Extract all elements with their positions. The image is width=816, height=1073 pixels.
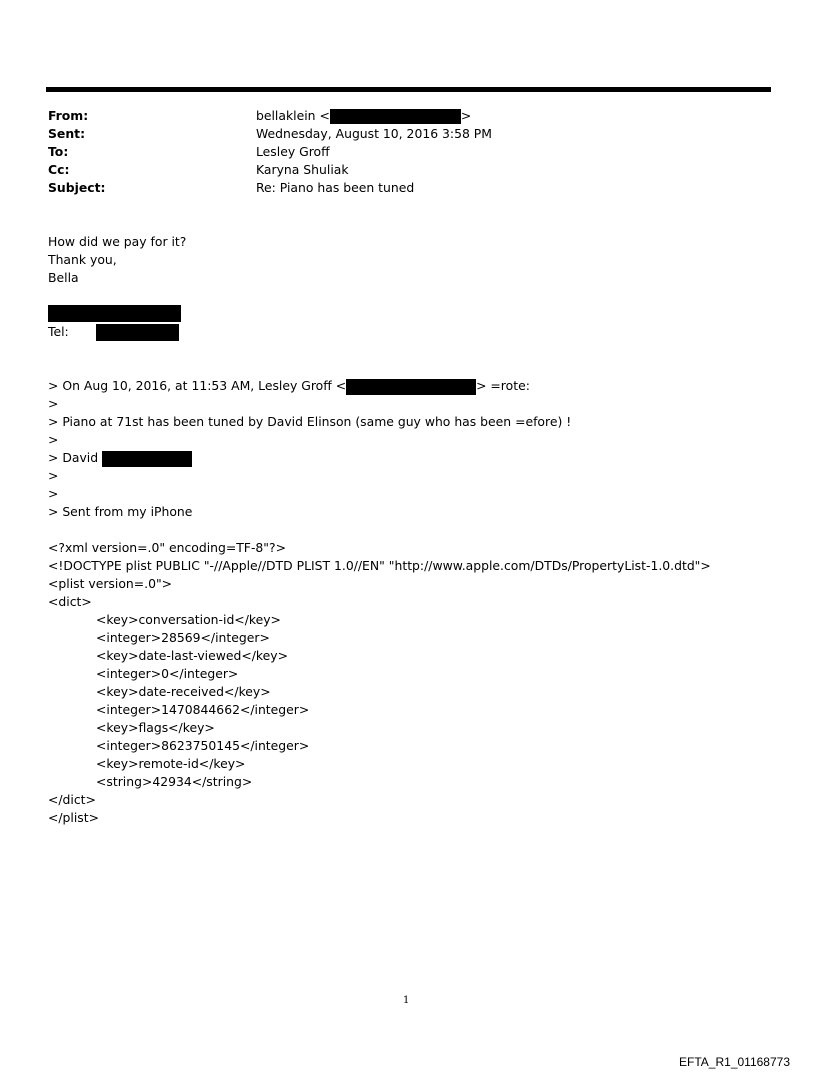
body-line: Bella xyxy=(48,270,79,285)
sent-value: Wednesday, August 10, 2016 3:58 PM xyxy=(256,126,492,141)
plist-entry: <key>flags</key> xyxy=(96,720,215,735)
plist-entry: <key>remote-id</key> xyxy=(96,756,246,771)
quoted-line: > Sent from my iPhone xyxy=(48,504,193,519)
plist-line: <plist version=.0"> xyxy=(48,576,173,591)
from-label: From: xyxy=(48,108,89,123)
quoted-line: > xyxy=(48,432,59,447)
quoted-line-start: > On Aug 10, 2016, at 11:53 AM, Lesley Groff < xyxy=(48,378,347,393)
plist-line: </dict> xyxy=(48,792,96,807)
subject-label: Subject: xyxy=(48,180,106,195)
plist-entry: <integer>8623750145</integer> xyxy=(96,738,310,753)
plist-entry: <key>date-received</key> xyxy=(96,684,271,699)
body-line: How did we pay for it? xyxy=(48,234,187,249)
quoted-line: > Piano at 71st has been tuned by David Elinson (same guy who has been =efore) ! xyxy=(48,414,572,429)
quoted-line: > xyxy=(48,396,59,411)
plist-entry: <string>42934</string> xyxy=(96,774,253,789)
from-value-end: > xyxy=(460,108,472,123)
cc-value: Karyna Shuliak xyxy=(256,162,349,177)
quoted-line xyxy=(48,377,530,395)
to-value: Lesley Groff xyxy=(256,144,330,159)
redaction-box xyxy=(330,109,461,124)
plist-entry: <integer>28569</integer> xyxy=(96,630,270,645)
quoted-david: > David xyxy=(48,450,99,465)
quoted-line: > xyxy=(48,468,59,483)
header-rule xyxy=(46,87,771,92)
plist-line: <dict> xyxy=(48,594,92,609)
plist-entry: <key>conversation-id</key> xyxy=(96,612,281,627)
plist-line: <!DOCTYPE plist PUBLIC "-//Apple//DTD PLIST 1.0//EN" "http://www.apple.com/DTDs/PropertyList-1.0.dtd"> xyxy=(48,558,711,573)
redaction-box xyxy=(48,305,181,322)
plist-entry: <integer>1470844662</integer> xyxy=(96,702,310,717)
from-value xyxy=(256,107,471,125)
body-line: Thank you, xyxy=(48,252,117,267)
plist-line: </plist> xyxy=(48,810,100,825)
quoted-line-end: > =rote: xyxy=(476,378,530,393)
redaction-box xyxy=(96,324,179,341)
quoted-line xyxy=(48,449,192,467)
cc-label: Cc: xyxy=(48,162,70,177)
from-name: bellaklein < xyxy=(256,108,330,123)
plist-line: <?xml version=.0" encoding=TF-8"?> xyxy=(48,540,286,555)
plist-entry: <integer>0</integer> xyxy=(96,666,239,681)
plist-entry: <key>date-last-viewed</key> xyxy=(96,648,288,663)
redaction-box xyxy=(102,451,192,467)
bates-number: EFTA_R1_01168773 xyxy=(679,1055,790,1069)
quoted-line: > xyxy=(48,486,59,501)
subject-value: Re: Piano has been tuned xyxy=(256,180,415,195)
redaction-box xyxy=(346,379,476,395)
tel-label: Tel: xyxy=(48,324,69,339)
sent-label: Sent: xyxy=(48,126,86,141)
page-number: 1 xyxy=(403,995,410,1006)
to-label: To: xyxy=(48,144,69,159)
